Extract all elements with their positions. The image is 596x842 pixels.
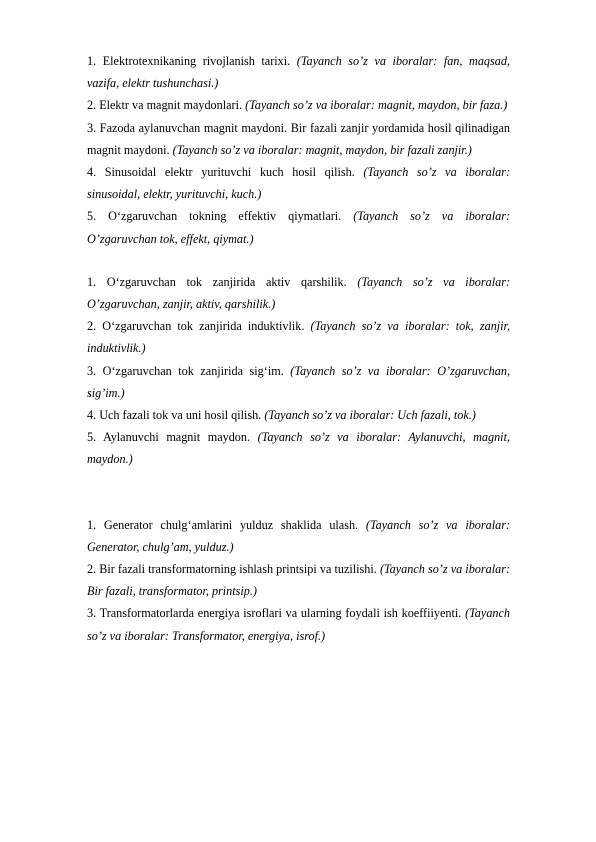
- topic-title: 3. Fazoda aylanuvchan magnit maydoni. Bir fazali zanjir yordamida hosil qilinadigan magnit maydoni.: [87, 120, 510, 157]
- topic-title: 3. O‘zgaruvchan tok zanjirida sig‘im.: [87, 363, 284, 378]
- topic-title: 2. Bir fazali transformatorning ishlash printsipi va tuzilishi.: [87, 562, 377, 577]
- topic-title: 1. O‘zgaruvchan tok zanjirida aktiv qarshilik.: [87, 274, 347, 289]
- topic-keywords: (Tayanch so’z va iboralar: sinusoidal, elektr, yurituvchi, kuch.): [87, 165, 510, 202]
- topic-keywords: (Tayanch so’z va iboralar: Generator, chulg’am, yulduz.): [87, 517, 511, 554]
- topic-title: 2. O‘zgaruvchan tok zanjirida induktivlik.: [87, 319, 305, 334]
- blank-line: [87, 471, 510, 514]
- topic-item: [87, 205, 510, 249]
- topic-title: 1. Generator chulg‘amlarini yulduz shaklida ulash.: [87, 517, 359, 532]
- document-page: [87, 50, 510, 647]
- blank-line: [87, 250, 510, 271]
- topic-group-3: [87, 514, 510, 647]
- topic-title: 2. Elektr va magnit maydonlari.: [87, 98, 243, 113]
- topic-keywords: (Tayanch so’z va iboralar: O’zgaruvchan tok, effekt, qiymat.): [87, 209, 511, 246]
- topic-item: [87, 360, 510, 404]
- topic-keywords: (Tayanch so’z va iboralar: Uch fazali, tok.): [264, 408, 476, 423]
- topic-item: [87, 50, 510, 94]
- topic-group-2: [87, 271, 510, 471]
- topic-keywords: (Tayanch so’z va iboralar: magnit, maydon, bir faza.): [245, 98, 508, 113]
- topic-item: [87, 94, 510, 116]
- topic-title: 5. O‘zgaruvchan tokning effektiv qiymatlari.: [87, 209, 342, 224]
- topic-keywords: (Tayanch so’z va iboralar: Transformator, energiya, isrof.): [87, 606, 511, 643]
- topic-item: [87, 426, 510, 470]
- topic-title: 4. Sinusoidal elektr yurituvchi kuch hosil qilish.: [87, 165, 355, 180]
- topic-item: [87, 161, 510, 205]
- topic-keywords: (Tayanch so’z va iboralar: fan, maqsad, vazifa, elektr tushunchasi.): [87, 54, 510, 91]
- topic-item: [87, 514, 510, 558]
- topic-keywords: (Tayanch so’z va iboralar: Bir fazali, transformator, printsip.): [87, 562, 511, 599]
- topic-group-1: [87, 50, 510, 250]
- topic-title: 3. Transformatorlarda energiya isroflari va ularning foydali ish koeffiiyenti.: [87, 606, 462, 621]
- topic-title: 5. Aylanuvchi magnit maydon.: [87, 430, 251, 445]
- topic-item: [87, 602, 510, 646]
- topic-keywords: (Tayanch so’z va iboralar: O’zgaruvchan, zanjir, aktiv, qarshilik.): [87, 274, 511, 312]
- topic-keywords: (Tayanch so’z va iboralar: magnit, maydon, bir fazali zanjir.): [172, 142, 472, 157]
- topic-title: 4. Uch fazali tok va uni hosil qilish.: [87, 408, 262, 423]
- topic-title: 1. Elektrotexnikaning rivojlanish tarixi.: [87, 54, 291, 68]
- topic-item: [87, 558, 510, 602]
- topic-item: [87, 315, 510, 359]
- topic-item: [87, 117, 510, 161]
- topic-keywords: (Tayanch so’z va iboralar: O’zgaruvchan, sig’im.): [87, 363, 510, 400]
- topic-item: [87, 404, 510, 426]
- topic-item: [87, 271, 510, 315]
- topic-keywords: (Tayanch so’z va iboralar: Aylanuvchi, magnit, maydon.): [87, 430, 511, 467]
- topic-keywords: (Tayanch so’z va iboralar: tok, zanjir, induktivlik.): [87, 319, 510, 356]
